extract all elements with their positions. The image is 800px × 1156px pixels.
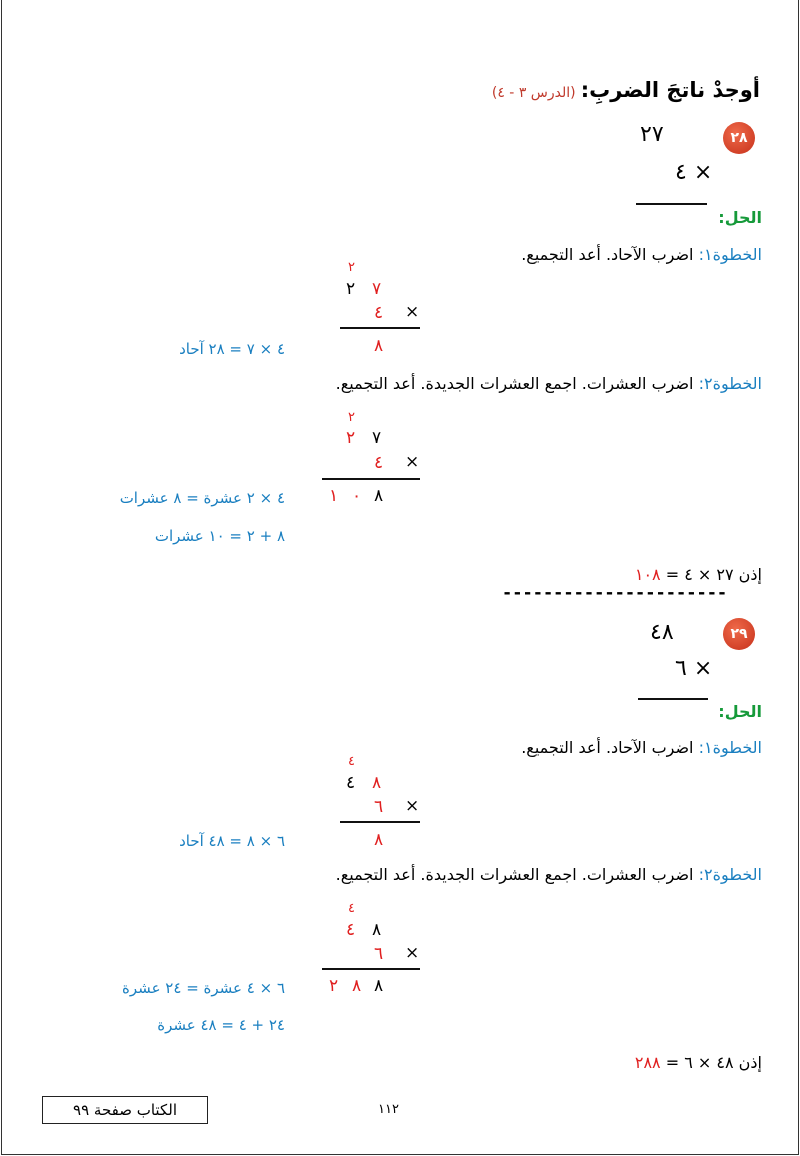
step1-text: اضرب الآحاد. أعد التجميع. bbox=[521, 738, 694, 757]
result-hundreds-digit: ١ bbox=[329, 486, 339, 506]
problem-underline bbox=[636, 203, 707, 205]
multiplier-digit: ٦ bbox=[374, 944, 384, 964]
step2-text: اضرب العشرات. اجمع العشرات الجديدة. أعد التجميع. bbox=[335, 865, 694, 884]
lesson-reference: (الدرس ٣ - ٤) bbox=[491, 85, 576, 101]
problem-number-badge: ٢٨ bbox=[723, 122, 755, 154]
step1-note: ٤ × ٧ = ٢٨ آحاد bbox=[179, 340, 285, 358]
step2-note-2: ٢٤ + ٤ = ٤٨ عشرة bbox=[157, 1016, 285, 1034]
result-tens-digit: ٨ bbox=[352, 976, 362, 996]
conclusion bbox=[635, 565, 762, 584]
step2-instruction bbox=[336, 374, 762, 393]
conclusion-result: ١٠٨ bbox=[634, 565, 661, 584]
step1-note: ٦ × ٨ = ٤٨ آحاد bbox=[179, 832, 285, 850]
top-tens-digit: ٤ bbox=[346, 773, 356, 793]
step1-text: اضرب الآحاد. أعد التجميع. bbox=[521, 245, 694, 264]
carry-digit: ٤ bbox=[348, 901, 355, 916]
top-tens-digit: ٢ bbox=[346, 428, 356, 448]
top-ones-digit: ٨ bbox=[372, 773, 382, 793]
step1-instruction bbox=[521, 738, 762, 757]
top-ones-digit: ٨ bbox=[372, 920, 382, 940]
book-reference-box: الكتاب صفحة ٩٩ bbox=[42, 1096, 208, 1124]
step2-label: الخطوة٢: bbox=[698, 374, 762, 393]
multiplication-line bbox=[322, 968, 420, 970]
conclusion-expression: ٤٨ × ٦ = bbox=[665, 1053, 734, 1072]
times-sign: × bbox=[405, 302, 420, 322]
result-ones-digit: ٨ bbox=[374, 830, 384, 850]
step2-note-2: ٨ + ٢ = ١٠ عشرات bbox=[154, 527, 285, 545]
result-tens-digit: ٠ bbox=[352, 486, 362, 506]
problem-underline bbox=[638, 698, 708, 700]
exercise-heading bbox=[492, 78, 760, 102]
conclusion-prefix: إذن bbox=[738, 1053, 762, 1072]
step1-label: الخطوة١: bbox=[698, 245, 762, 264]
multiplier-digit: ٦ bbox=[374, 797, 384, 817]
solution-label: الحل: bbox=[718, 702, 762, 721]
page-number: ١١٢ bbox=[378, 1102, 399, 1117]
conclusion-result: ٢٨٨ bbox=[634, 1053, 661, 1072]
top-tens-digit: ٢ bbox=[346, 279, 356, 299]
heading-title: أوجدْ ناتجَ الضربِ: bbox=[580, 78, 760, 102]
step2-text: اضرب العشرات. اجمع العشرات الجديدة. أعد التجميع. bbox=[335, 374, 694, 393]
carry-digit: ٢ bbox=[348, 260, 355, 275]
conclusion-expression: ٢٧ × ٤ = bbox=[665, 565, 734, 584]
result-ones-digit: ٨ bbox=[374, 976, 384, 996]
step2-label: الخطوة٢: bbox=[698, 865, 762, 884]
problem-multiplier: ٦ × bbox=[675, 656, 713, 681]
multiplication-line bbox=[340, 821, 420, 823]
times-sign: × bbox=[405, 943, 420, 963]
result-hundreds-digit: ٢ bbox=[329, 976, 339, 996]
multiplier-digit: ٤ bbox=[374, 453, 384, 473]
step1-instruction bbox=[521, 245, 762, 264]
step2-note-1: ٤ × ٢ عشرة = ٨ عشرات bbox=[119, 489, 285, 507]
result-ones-digit: ٨ bbox=[374, 336, 384, 356]
multiplier-digit: ٤ bbox=[374, 303, 384, 323]
multiplication-line bbox=[322, 478, 420, 480]
step2-note-1: ٦ × ٤ عشرة = ٢٤ عشرة bbox=[122, 979, 285, 997]
conclusion bbox=[635, 1053, 762, 1072]
conclusion-prefix: إذن bbox=[738, 565, 762, 584]
result-ones-digit: ٨ bbox=[374, 486, 384, 506]
top-ones-digit: ٧ bbox=[372, 279, 382, 299]
problem-top-number: ٢٧ bbox=[640, 122, 664, 147]
problem-number-badge: ٢٩ bbox=[723, 618, 755, 650]
problem-multiplier: ٤ × bbox=[675, 160, 713, 185]
top-ones-digit: ٧ bbox=[372, 428, 382, 448]
carry-digit: ٢ bbox=[348, 410, 355, 425]
multiplication-line bbox=[340, 327, 420, 329]
step2-instruction bbox=[336, 865, 762, 884]
step1-label: الخطوة١: bbox=[698, 738, 762, 757]
solution-label: الحل: bbox=[718, 208, 762, 227]
top-tens-digit: ٤ bbox=[346, 920, 356, 940]
problem-top-number: ٤٨ bbox=[650, 620, 674, 645]
dashed-separator: ---------------------- bbox=[502, 583, 728, 603]
carry-digit: ٤ bbox=[348, 754, 355, 769]
times-sign: × bbox=[405, 796, 420, 816]
times-sign: × bbox=[405, 452, 420, 472]
